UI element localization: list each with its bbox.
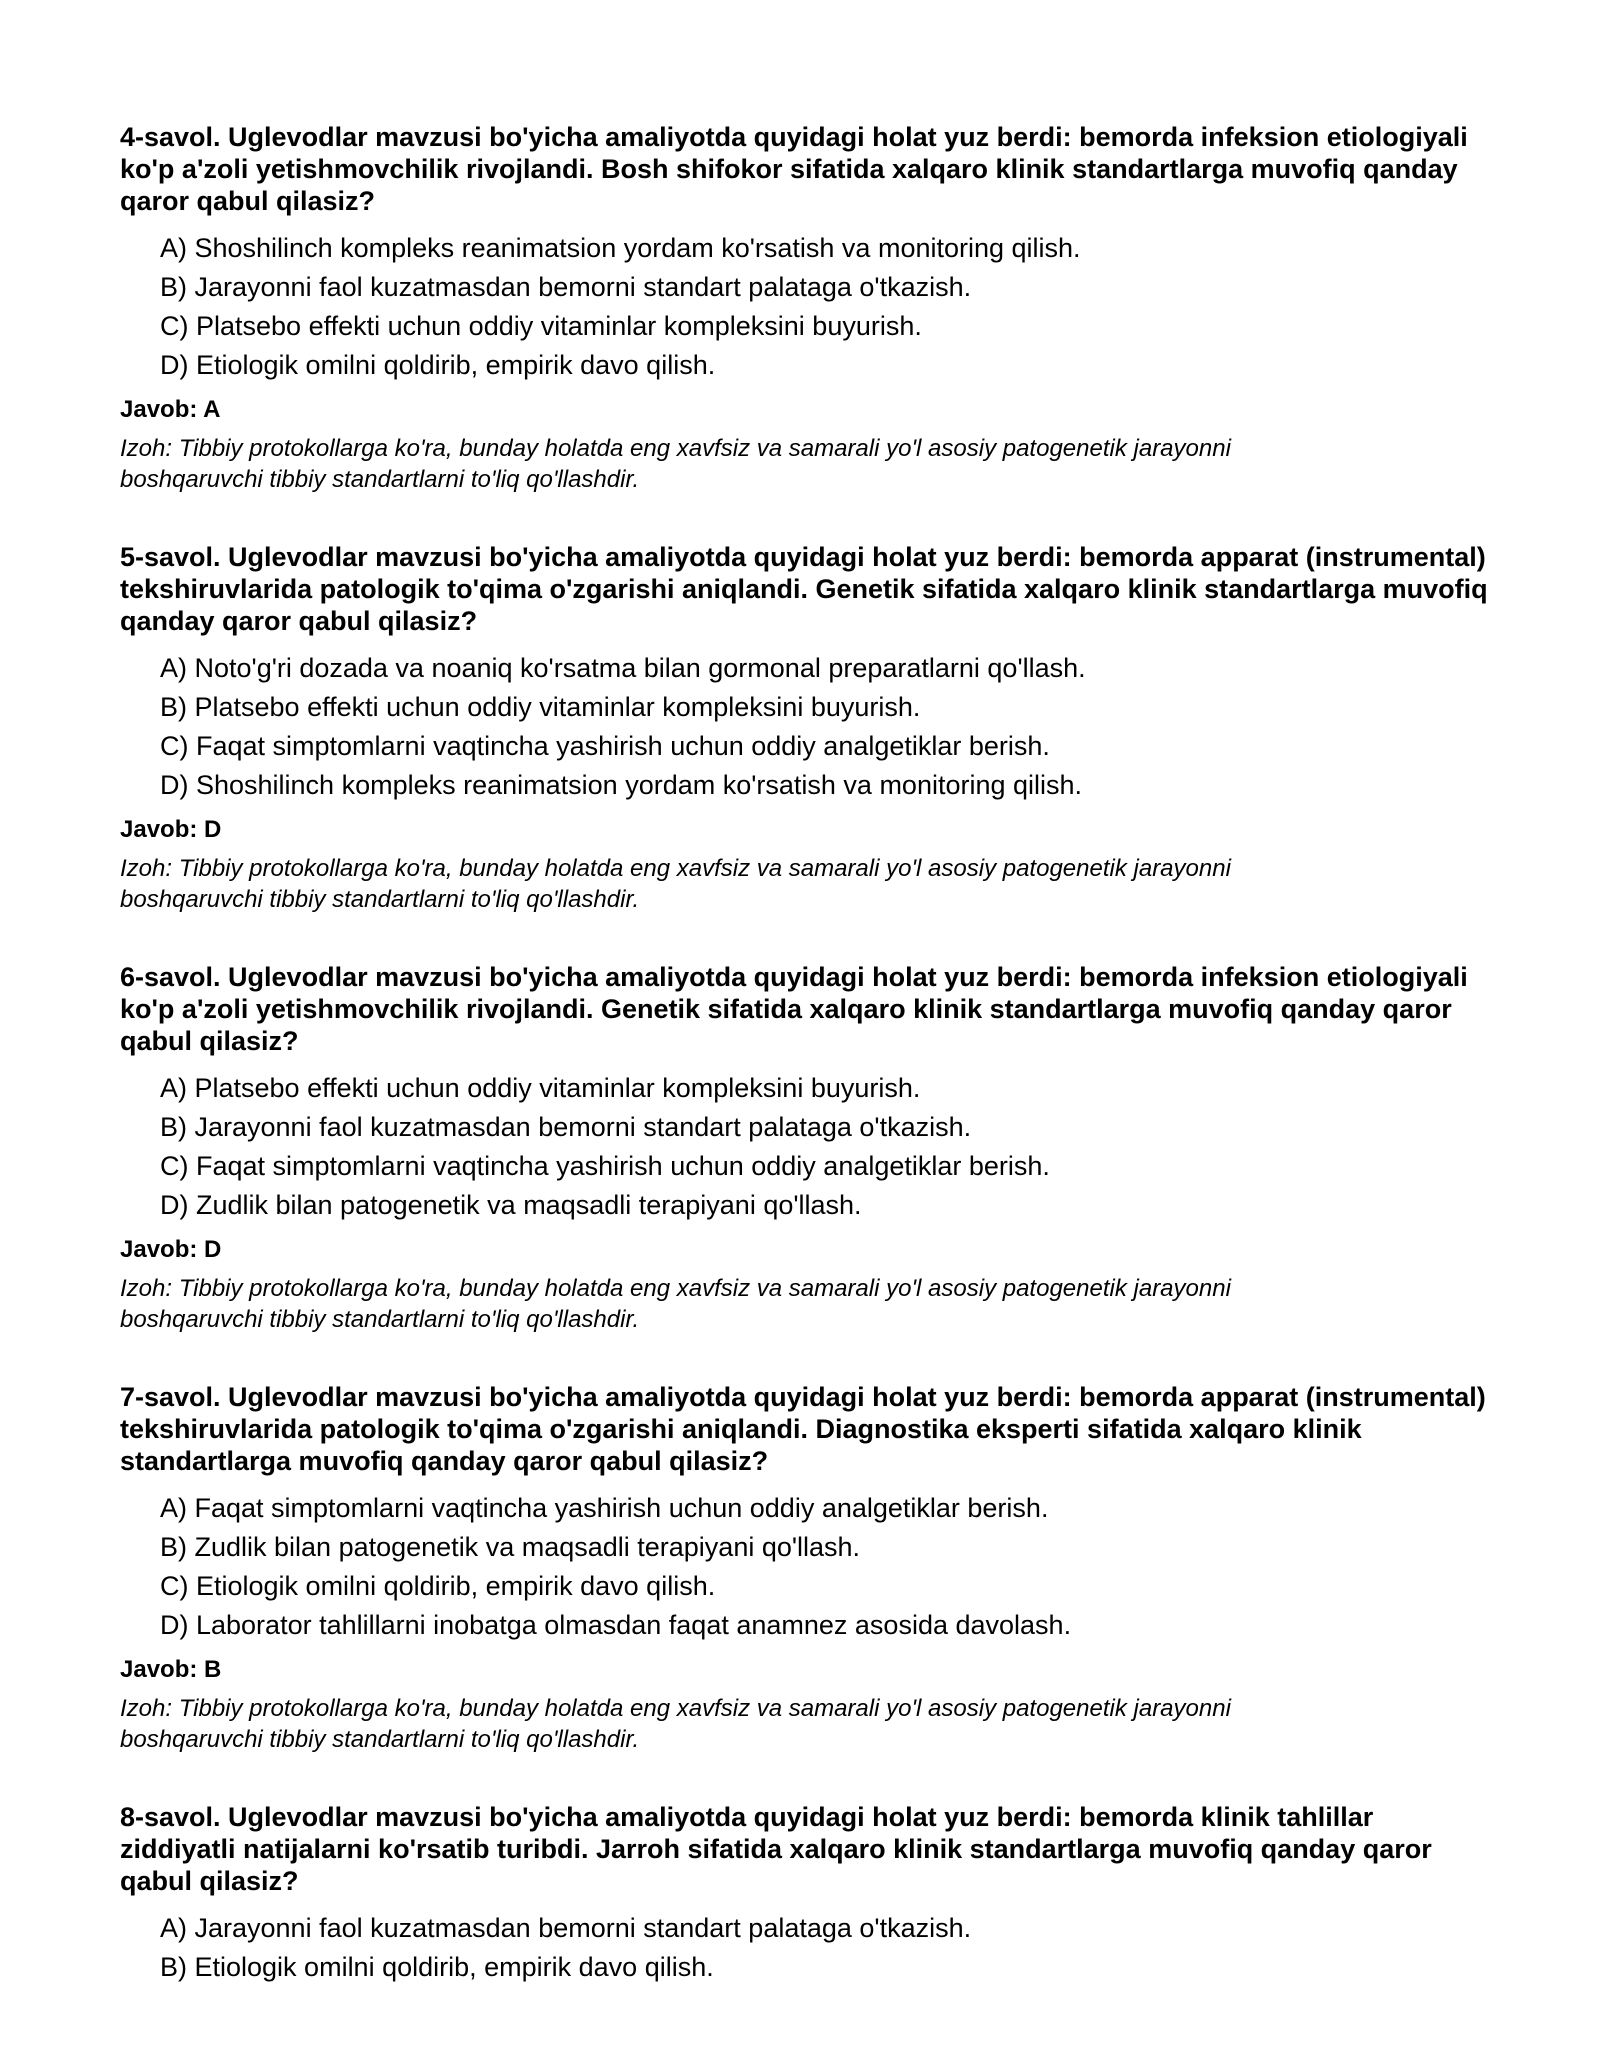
option-a: A) Shoshilinch kompleks reanimatsion yordam ko'rsatish va monitoring qilish.: [160, 233, 1081, 263]
question-text: 4-savol. Uglevodlar mavzusi bo'yicha amaliyotda quyidagi holat yuz berdi: bemorda infeksion etiologiyali ko'p a'zoli yetishmovchilik rivojlandi. Bosh shifokor sifatida xalqaro klinik standartlarga muvofiq qanday qaror qabul qilasiz?: [120, 122, 1468, 216]
question-8: [120, 1801, 1490, 1987]
explanation-text: Izoh: Tibbiy protokollarga ko'ra, bunday holatda eng xavfsiz va samarali yo'l asosiy patogenetik jarayonni boshqaruvchi tibbiy standartlarni to'liq qo'llashdir.: [120, 855, 1231, 913]
option-b: B) Jarayonni faol kuzatmasdan bemorni standart palataga o'tkazish.: [160, 272, 972, 302]
option-b: B) Jarayonni faol kuzatmasdan bemorni standart palataga o'tkazish.: [160, 1112, 972, 1142]
option-d: D) Etiologik omilni qoldirib, empirik davo qilish.: [160, 350, 716, 380]
option-c: C) Platsebo effekti uchun oddiy vitaminlar kompleksini buyurish.: [160, 311, 922, 341]
question-4: [120, 121, 1490, 495]
answer-label: Javob: D: [120, 1236, 222, 1263]
question-6: [120, 961, 1490, 1335]
options-list: [120, 649, 1490, 805]
answer-label: Javob: A: [120, 396, 221, 423]
option-a: A) Faqat simptomlarni vaqtincha yashirish uchun oddiy analgetiklar berish.: [160, 1493, 1049, 1523]
option-d: D) Zudlik bilan patogenetik va maqsadli terapiyani qo'llash.: [160, 1190, 862, 1220]
option-b: B) Zudlik bilan patogenetik va maqsadli terapiyani qo'llash.: [160, 1532, 861, 1562]
option-b: B) Platsebo effekti uchun oddiy vitaminlar kompleksini buyurish.: [160, 692, 921, 722]
options-list: [120, 229, 1490, 385]
option-a: A) Noto'g'ri dozada va noaniq ko'rsatma bilan gormonal preparatlarni qo'llash.: [160, 653, 1086, 683]
option-c: C) Faqat simptomlarni vaqtincha yashirish uchun oddiy analgetiklar berish.: [160, 1151, 1050, 1181]
explanation-text: Izoh: Tibbiy protokollarga ko'ra, bunday holatda eng xavfsiz va samarali yo'l asosiy patogenetik jarayonni boshqaruvchi tibbiy standartlarni to'liq qo'llashdir.: [120, 1275, 1231, 1333]
answer-label: Javob: B: [120, 1656, 222, 1683]
question-text: 8-savol. Uglevodlar mavzusi bo'yicha amaliyotda quyidagi holat yuz berdi: bemorda klinik tahlillar ziddiyatli natijalarni ko'rsatib turibdi. Jarroh sifatida xalqaro klinik standartlarga muvofiq qanday qaror qabul qilasiz?: [120, 1802, 1432, 1896]
question-5: [120, 541, 1490, 915]
option-b: B) Etiologik omilni qoldirib, empirik davo qilish.: [160, 1952, 714, 1982]
option-a: A) Jarayonni faol kuzatmasdan bemorni standart palataga o'tkazish.: [160, 1913, 972, 1943]
answer-label: Javob: D: [120, 816, 222, 843]
explanation-text: Izoh: Tibbiy protokollarga ko'ra, bunday holatda eng xavfsiz va samarali yo'l asosiy patogenetik jarayonni boshqaruvchi tibbiy standartlarni to'liq qo'llashdir.: [120, 1695, 1231, 1753]
options-list: [120, 1069, 1490, 1225]
option-d: D) Laborator tahlillarni inobatga olmasdan faqat anamnez asosida davolash.: [160, 1610, 1072, 1640]
question-text: 5-savol. Uglevodlar mavzusi bo'yicha amaliyotda quyidagi holat yuz berdi: bemorda apparat (instrumental) tekshiruvlarida patologik to'qima o'zgarishi aniqlandi. Genetik sifatida xalqaro klinik standartlarga muvofiq qanday qaror qabul qilasiz?: [120, 542, 1488, 636]
question-text: 7-savol. Uglevodlar mavzusi bo'yicha amaliyotda quyidagi holat yuz berdi: bemorda apparat (instrumental) tekshiruvlarida patologik to'qima o'zgarishi aniqlandi. Diagnostika eksperti sifatida xalqaro klinik standartlarga muvofiq qanday qaror qabul qilasiz?: [120, 1382, 1486, 1476]
option-c: C) Etiologik omilni qoldirib, empirik davo qilish.: [160, 1571, 716, 1601]
question-7: [120, 1381, 1490, 1755]
option-d: D) Shoshilinch kompleks reanimatsion yordam ko'rsatish va monitoring qilish.: [160, 770, 1083, 800]
document-page: [120, 121, 1490, 2033]
options-list: [120, 1489, 1490, 1645]
option-a: A) Platsebo effekti uchun oddiy vitaminlar kompleksini buyurish.: [160, 1073, 921, 1103]
explanation-text: Izoh: Tibbiy protokollarga ko'ra, bunday holatda eng xavfsiz va samarali yo'l asosiy patogenetik jarayonni boshqaruvchi tibbiy standartlarni to'liq qo'llashdir.: [120, 435, 1231, 493]
options-list: [120, 1909, 1490, 1987]
question-text: 6-savol. Uglevodlar mavzusi bo'yicha amaliyotda quyidagi holat yuz berdi: bemorda infeksion etiologiyali ko'p a'zoli yetishmovchilik rivojlandi. Genetik sifatida xalqaro klinik standartlarga muvofiq qanday qaror qabul qilasiz?: [120, 962, 1468, 1056]
option-c: C) Faqat simptomlarni vaqtincha yashirish uchun oddiy analgetiklar berish.: [160, 731, 1050, 761]
